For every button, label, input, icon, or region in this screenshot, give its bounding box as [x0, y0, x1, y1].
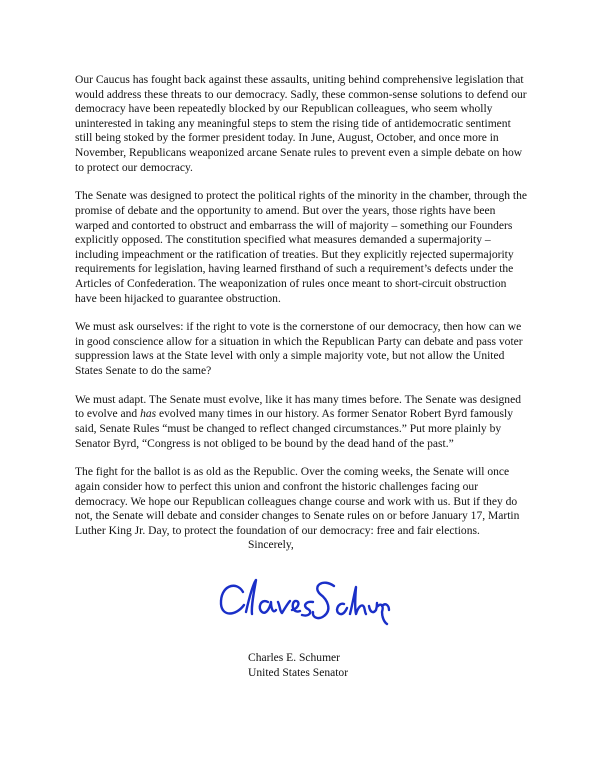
paragraph-caucus: Our Caucus has fought back against these assaults, uniting behind comprehensive legislation that would address these threats to our democracy. Sadly, these common-sense solutions to defend our democracy have been repeatedly blocked by our Republican colleagues, who seem wholly uninterested in taking any meaningful steps to stem the rising tide of antidemocratic sentiment still being stoked by the former president today. In June, August, October, and once more in November, Republicans weaponized arcane Senate rules to prevent even a simple debate on how to protect our democracy. — [75, 74, 527, 174]
signature-block — [248, 651, 348, 680]
signature-text: Charles Schumer — [216, 572, 223, 573]
paragraph-adapt-end: evolved many times in our history. As former Senator Robert Byrd famously said, Senate Rules “must be changed to reflect changed circumstances.” Put more plainly by Senator Byrd, “Congress is not obliged to be bound by the dead hand of the past.” — [75, 408, 513, 450]
paragraph-adapt — [75, 393, 527, 451]
signer-name: Charles E. Schumer — [248, 652, 341, 664]
paragraph-right-to-vote: We must ask ourselves: if the right to vote is the cornerstone of our democracy, then how can we in good conscience allow for a situation in which the Republican Party can debate and pass voter suppression laws at the State level with only a simple majority vote, but not allow the United States Senate to do the same? — [75, 321, 523, 378]
paragraph-adapt-italic: has — [140, 408, 157, 421]
paragraph-adapt-start: We must adapt. The Senate must evolve, like it has many times before. The Senate was designed to evolve and — [75, 393, 521, 421]
paragraph-senate-design: The Senate was designed to protect the political rights of the minority in the chamber, through the promise of debate and the opportunity to amend. But over the years, those rights have been warped and contorted to obstruct and embarrass the will of majority – something our Founders explicitly opposed. The constitution specified what measures demanded a supermajority – including impeachment or the ratification of treaties. But they explicitly rejected supermajority requirements for legislation, having learned firsthand of such a requirement’s defects under the Articles of Confederation. The weaponization of rules once meant to short-circuit obstruction have been hijacked to guarantee obstruction. — [75, 190, 527, 305]
letter-body — [75, 73, 527, 553]
closing-salutation: Sincerely, — [248, 539, 294, 551]
handwritten-signature — [216, 572, 391, 628]
paragraph-fight-for-ballot: The fight for the ballot is as old as the Republic. Over the coming weeks, the Senate will once again consider how to perfect this union and confront the historic challenges facing our democracy. We hope our Republican colleagues change course and work with us. But if they do not, the Senate will debate and consider changes to Senate rules on or before January 17, Martin Luther King Jr. Day, to protect the foundation of our democracy: free and fair elections. — [75, 466, 520, 537]
signer-title: United States Senator — [248, 666, 349, 679]
